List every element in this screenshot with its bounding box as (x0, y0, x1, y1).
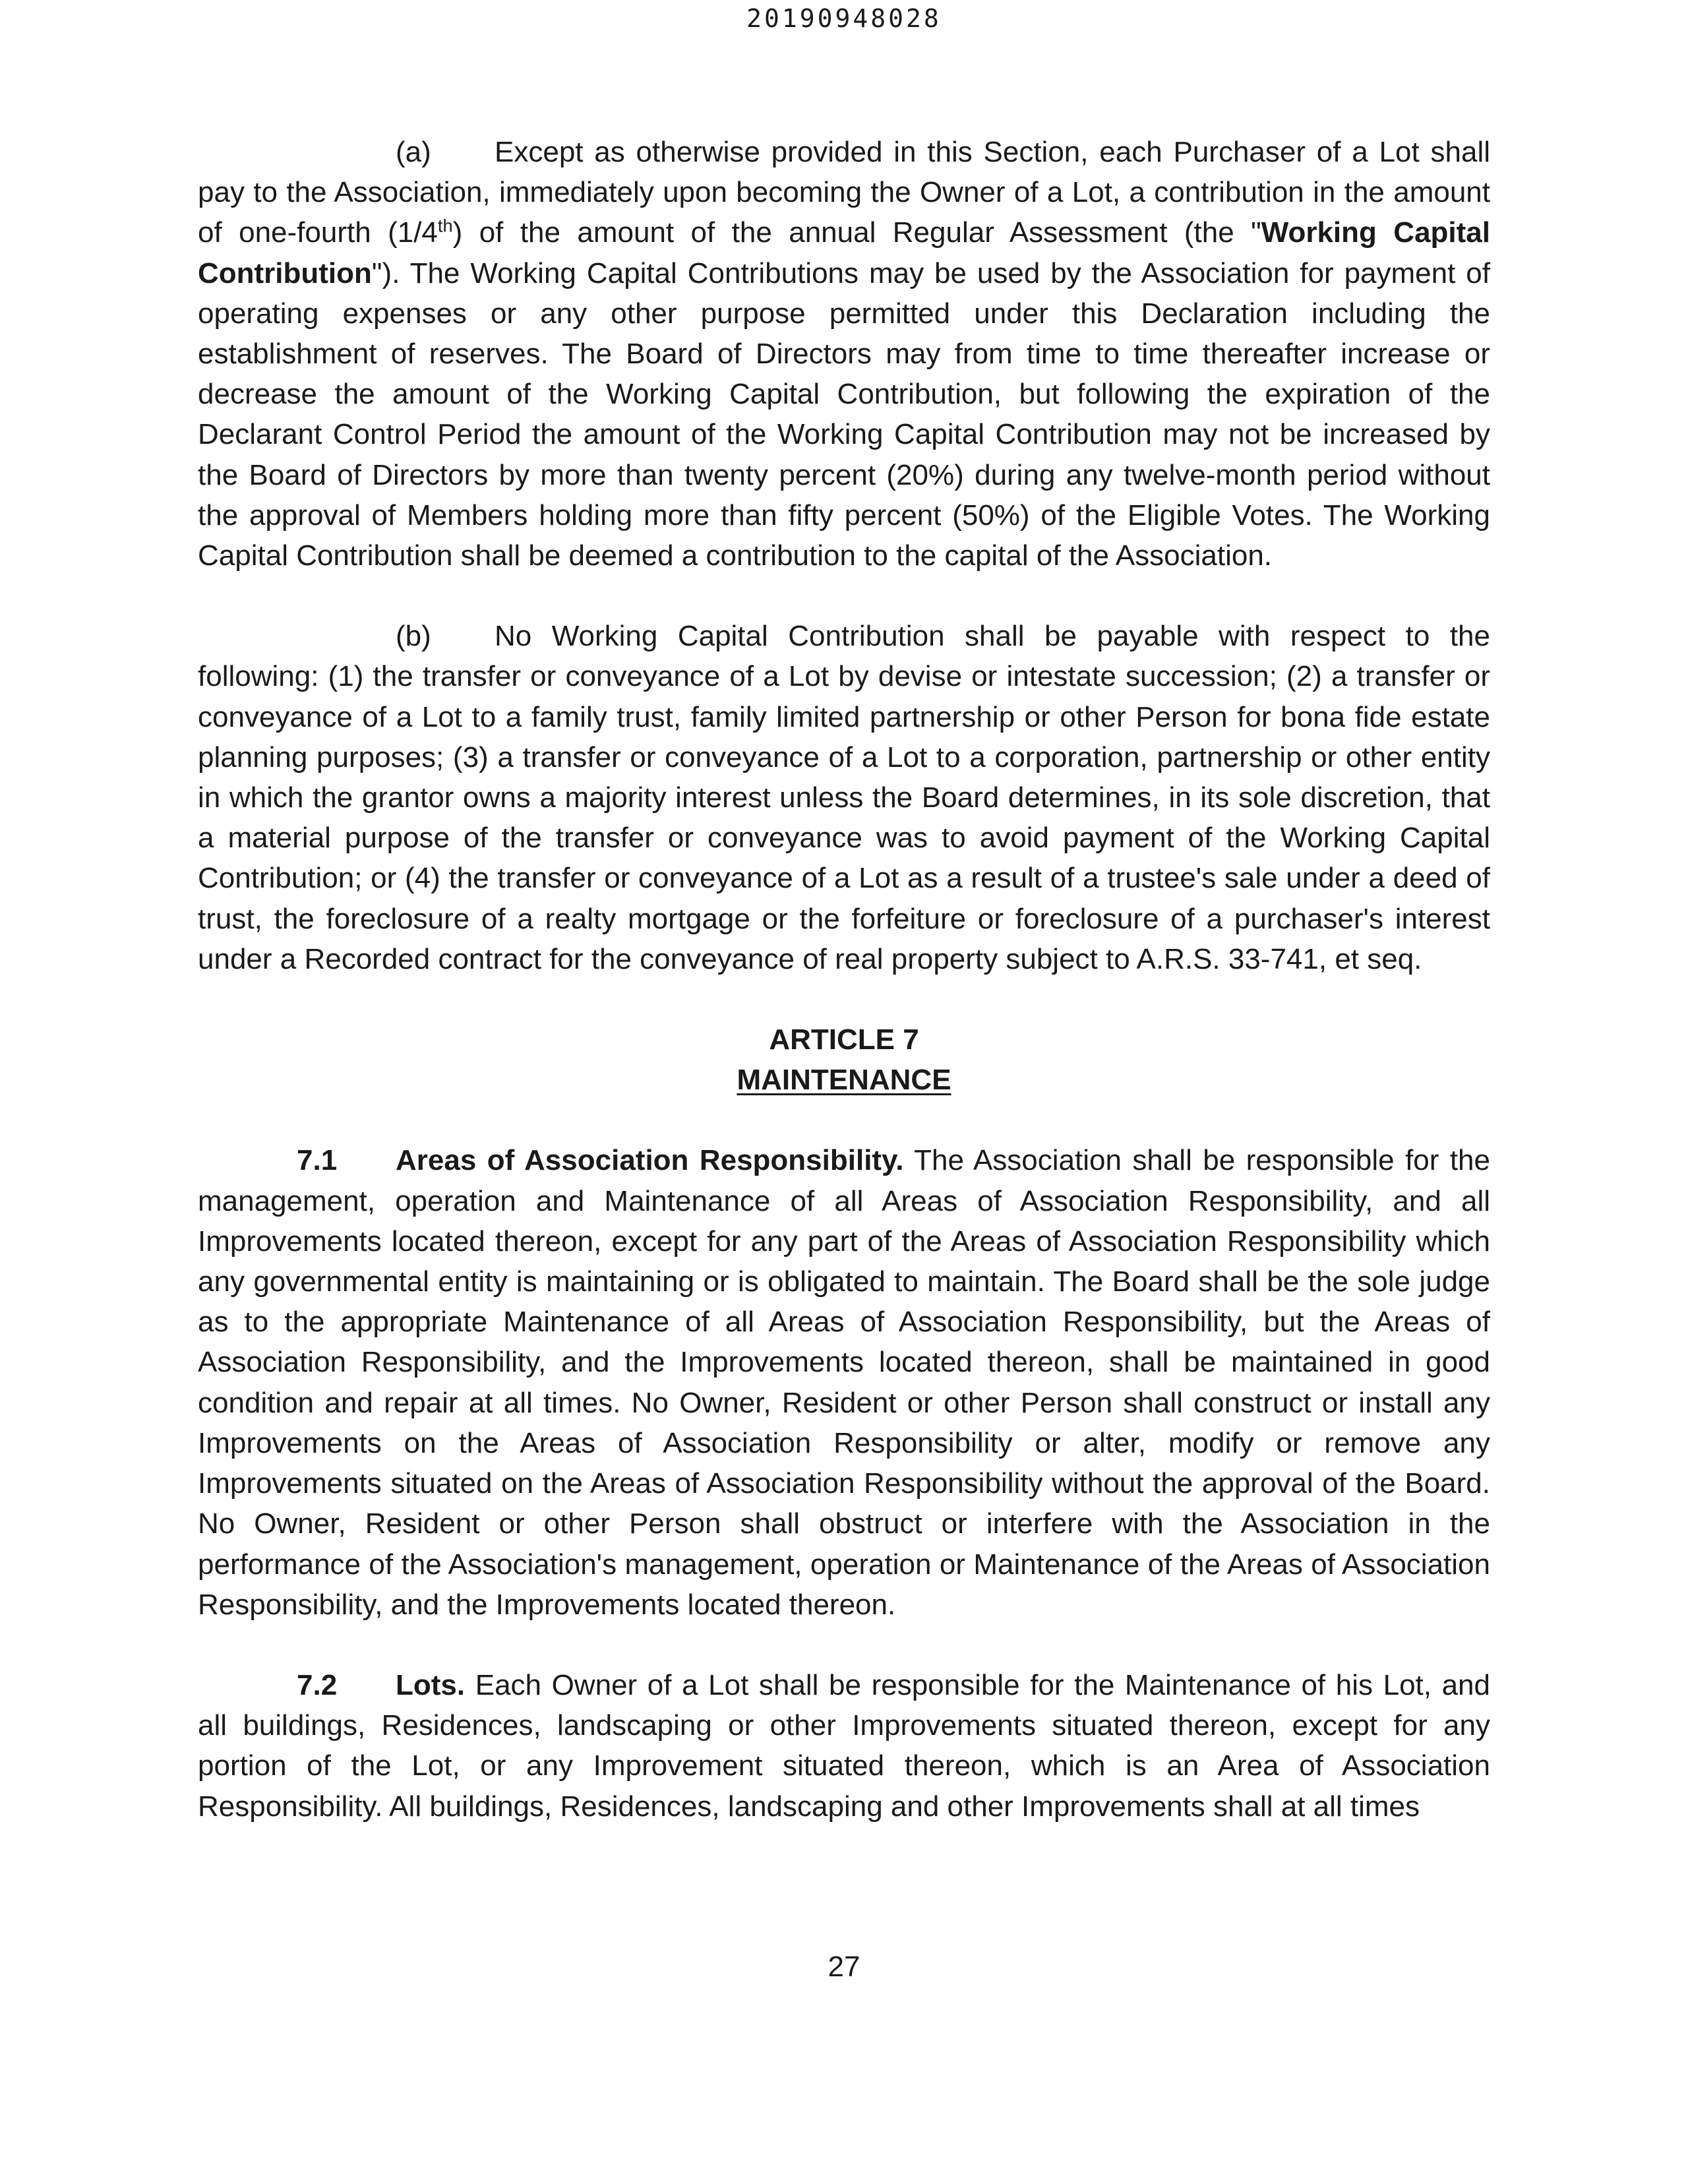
section-7-2-number: 7.2 (297, 1668, 338, 1701)
section-7-2 (198, 1665, 1490, 1827)
document-body (198, 132, 1490, 1827)
section-7-2-heading: Lots. (396, 1668, 466, 1701)
paragraph-a-label: (a) (396, 136, 431, 168)
paragraph-a-superscript: th (437, 215, 453, 236)
section-7-2-text: Each Owner of a Lot shall be responsible for the Maintenance of his Lot, and all buildings, Residences, landscaping or other Improvements situated thereon, except for any portion of the Lot, or any Improvement situated thereon, which is an Area of Association Responsibility. All buildings, Residences, landscaping and other Improvements shall at all times (198, 1668, 1490, 1823)
article-heading: ARTICLE 7 (769, 1023, 919, 1056)
paragraph-b-label: (b) (396, 620, 431, 653)
paragraph-b-text: No Working Capital Contribution shall be payable with respect to the following: (1) the transfer or conveyance of a Lot by devise or intestate succession; (2) a transfer or conveyance of a Lot to a family trust, family limited partnership or other Person for bona fide estate planning purposes; (3) a transfer or conveyance of a Lot to a corporation, partnership or other entity in which the grantor owns a majority interest unless the Board determines, in its sole discretion, that a material purpose of the transfer or conveyance was to avoid payment of the Working Capital Contribution; or (4) the transfer or conveyance of a Lot as a result of a trustee's sale under a deed of trust, the foreclosure of a realty mortgage or the forfeiture or foreclosure of a purchaser's interest under a Recorded contract for the conveyance of real property subject to A.R.S. 33-741, et seq. (198, 620, 1490, 975)
section-7-1-number: 7.1 (297, 1144, 338, 1177)
document-number: 20190948028 (746, 4, 942, 33)
article-title: MAINTENANCE (737, 1064, 951, 1097)
paragraph-a-text-3: "). The Working Capital Contributions may be used by the Association for payment of operating expenses or any other purpose permitted under this Declaration including the establishment of reserves. The Board of Directors may from time to time thereafter increase or decrease the amount of the Working Capital Contribution, but following the expiration of the Declarant Control Period the amount of the Working Capital Contribution may not be increased by the Board of Directors by more than twenty percent (20%) during any twelve-month period without the approval of Members holding more than fifty percent (50%) of the Eligible Votes. The Working Capital Contribution shall be deemed a contribution to the capital of the Association. (198, 257, 1490, 572)
paragraph-a (198, 132, 1490, 576)
paragraph-a-text-1: Except as otherwise provided in this Section, each Purchaser of a Lot shall pay to the Association, immediately upon becoming the Owner of a Lot, a contribution in the amount of one-fourth (1/4 (198, 136, 1490, 249)
defined-term: Working Capital Contribution (198, 216, 1490, 289)
section-7-1-text: The Association shall be responsible for the management, operation and Maintenance of all Areas of Association Responsibility, and all Improvements located thereon, except for any part of the Areas of Association Responsibility which any governmental entity is maintaining or is obligated to maintain. The Board shall be the sole judge as to the appropriate Maintenance of all Areas of Association Responsibility, but the Areas of Association Responsibility, and the Improvements located thereon, shall be maintained in good condition and repair at all times. No Owner, Resident or other Person shall construct or install any Improvements on the Areas of Association Responsibility or alter, modify or remove any Improvements situated on the Areas of Association Responsibility without the approval of the Board. No Owner, Resident or other Person shall obstruct or interfere with the Association in the performance of the Association's management, operation or Maintenance of the Areas of Association Responsibility, and the Improvements located thereon. (198, 1144, 1490, 1621)
page-number: 27 (828, 1951, 860, 1983)
paragraph-a-text-2: ) of the amount of the annual Regular Assessment (the " (452, 216, 1261, 249)
paragraph-b (198, 616, 1490, 979)
section-7-1-heading: Areas of Association Responsibility. (396, 1144, 904, 1177)
section-7-1 (198, 1140, 1490, 1624)
article-heading-block (198, 1019, 1490, 1100)
